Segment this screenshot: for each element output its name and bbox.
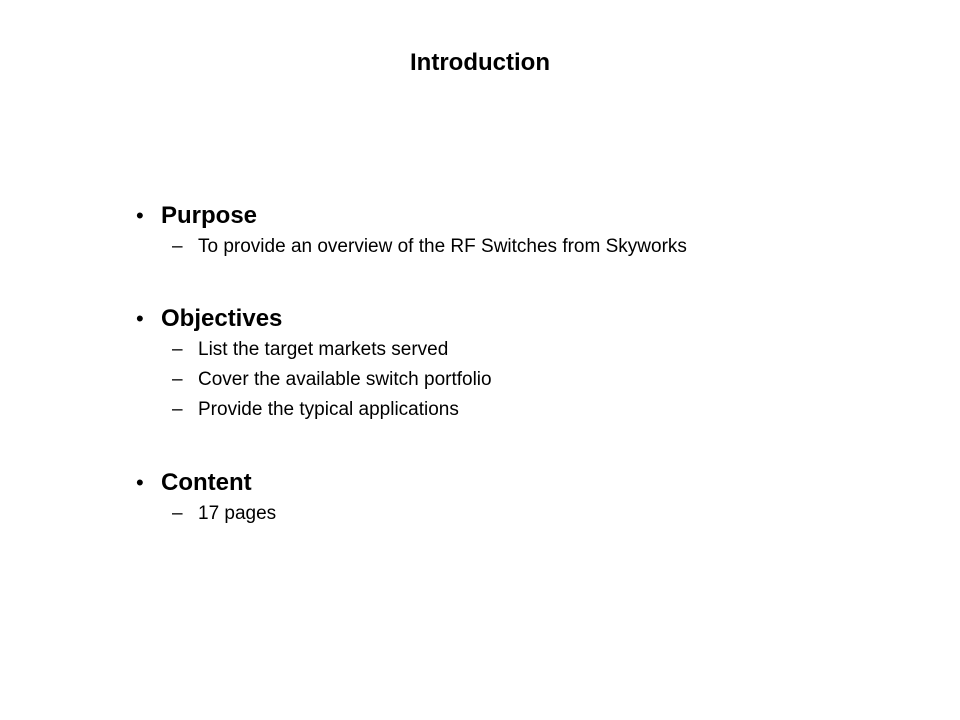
list-item-text: Provide the typical applications: [198, 399, 459, 420]
section-heading: [136, 303, 896, 335]
heading-text: Purpose: [161, 202, 258, 229]
list-item-text: To provide an overview of the RF Switches from Skyworks: [198, 236, 687, 257]
section-heading: [136, 467, 896, 499]
list-item: [172, 335, 896, 365]
list-item: [172, 232, 896, 262]
section-heading: [136, 200, 896, 232]
slide-title: Introduction: [410, 49, 550, 76]
dash-icon: –: [172, 369, 183, 390]
list-item-text: Cover the available switch portfolio: [198, 369, 492, 390]
section-content: [136, 467, 896, 529]
bullet-icon: •: [136, 203, 144, 228]
list-item: [172, 499, 896, 529]
list-item: [172, 365, 896, 395]
dash-icon: –: [172, 503, 183, 524]
heading-text: Content: [161, 469, 252, 496]
list-item: [172, 395, 896, 425]
section-purpose: [136, 200, 896, 262]
section-objectives: [136, 303, 896, 425]
list-item-text: 17 pages: [198, 503, 277, 524]
dash-icon: –: [172, 399, 183, 420]
dash-icon: –: [172, 339, 183, 360]
dash-icon: –: [172, 236, 183, 257]
list-item-text: List the target markets served: [198, 339, 449, 360]
heading-text: Objectives: [161, 305, 283, 332]
bullet-icon: •: [136, 470, 144, 495]
bullet-icon: •: [136, 306, 144, 331]
